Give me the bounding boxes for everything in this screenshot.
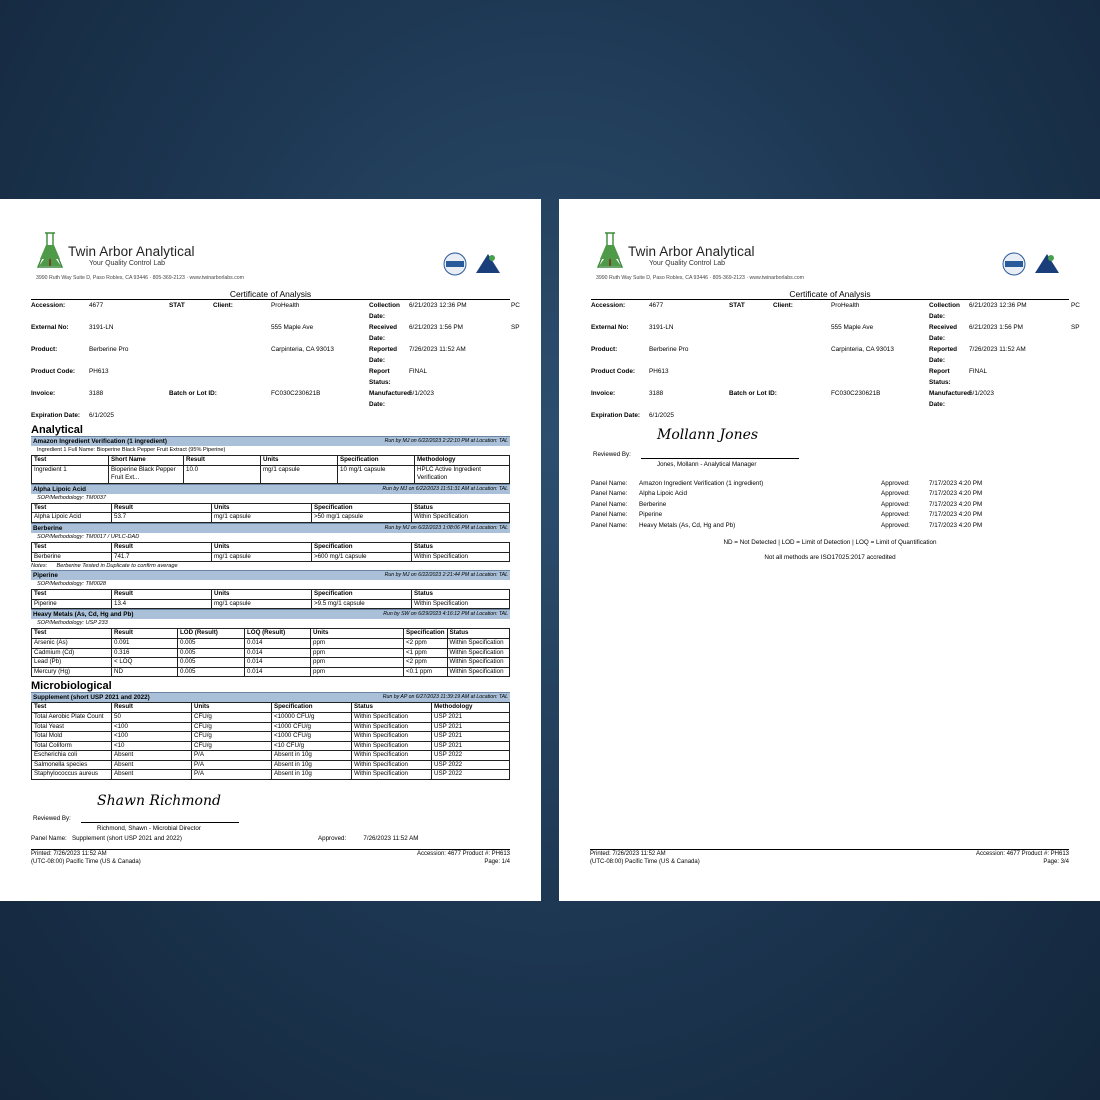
- approved-label: Approved:: [881, 500, 910, 508]
- cell: <100: [112, 732, 192, 742]
- cell: Within Specification: [412, 552, 510, 562]
- cell: 10 mg/1 capsule: [338, 465, 415, 483]
- manufactured-label: Manufactured Date:: [929, 390, 971, 408]
- piperine-sop: SOP/Methodology: TM0028: [37, 581, 107, 588]
- manufactured-label: Manufactured Date:: [369, 390, 411, 408]
- reviewed-label: Reviewed By:: [33, 815, 71, 822]
- accession-value: 4677: [89, 302, 104, 309]
- page-number: Page: 3/4: [1043, 859, 1069, 865]
- status-label: Report Status:: [929, 368, 951, 386]
- timezone: (UTC-08:00) Pacific Time (US & Canada): [31, 859, 141, 865]
- stat-label: STAT: [729, 302, 745, 309]
- piperine-run: Run by MJ on 6/22/2023 2:21:44 PM at Location: TAL: [384, 572, 508, 579]
- notes-text: Berberine Tested in Duplicate to confirm average: [56, 563, 178, 570]
- batch-label: Batch or Lot ID:: [169, 390, 217, 397]
- supplement-run: Run by AP on 6/27/2023 11:39:19 AM at Location: TAL: [382, 694, 508, 701]
- batch-value: FC030C230621B: [271, 390, 321, 397]
- approved-panels: [591, 479, 1069, 531]
- piperine-table: [31, 589, 510, 609]
- lab-name: Twin Arbor Analytical: [68, 244, 195, 259]
- th: Test: [32, 590, 112, 600]
- cell: <1000 CFU/g: [272, 732, 352, 742]
- lab-header: [31, 199, 510, 291]
- cell: Total Mold: [32, 732, 112, 742]
- batch-value: FC030C230621B: [831, 390, 881, 397]
- expiration-label: Expiration Date:: [591, 412, 641, 419]
- cell: Berberine: [32, 552, 112, 562]
- coa-page-1: [0, 199, 541, 901]
- cell: P/A: [192, 751, 272, 761]
- cell: Staphylococcus aureus: [32, 770, 112, 780]
- cell: 50: [112, 712, 192, 722]
- accreditation-note: Not all methods are ISO17025:2017 accredited: [764, 554, 896, 562]
- cell: Arsenic (As): [32, 638, 112, 648]
- th: Result: [112, 542, 212, 552]
- cell: Absent: [112, 760, 192, 770]
- ala-title: Alpha Lipoic Acid: [33, 485, 86, 493]
- cell: 0.014: [245, 667, 311, 677]
- collection-label: Collection Date:: [929, 302, 960, 320]
- lab-tagline: Your Quality Control Lab: [649, 260, 726, 267]
- th: Status: [447, 629, 509, 639]
- cell: mg/1 capsule: [212, 599, 312, 609]
- berberine-run: Run by MJ on 6/22/2023 1:08:06 PM at Location: TAL: [384, 524, 508, 531]
- cell: Cadmium (Cd): [32, 648, 112, 658]
- cell: <100: [112, 722, 192, 732]
- th: Units: [311, 629, 404, 639]
- cell: USP 2021: [432, 741, 510, 751]
- accreditation-seals-icon: [1001, 251, 1063, 277]
- accession-label: Accession:: [591, 302, 626, 309]
- p2-signature-block: [591, 421, 1069, 479]
- client-address-1: 555 Maple Ave: [271, 324, 314, 331]
- panel-name: Berberine: [639, 500, 667, 508]
- expiration-value: 6/1/2025: [89, 412, 114, 419]
- piperine-title: Piperine: [33, 572, 58, 580]
- panel-label: Panel Name:: [591, 511, 628, 519]
- th: Result: [112, 590, 212, 600]
- metals-table: [31, 628, 510, 677]
- cell: Within Specification: [352, 722, 432, 732]
- cell: mg/1 capsule: [212, 513, 312, 523]
- cell: Piperine: [32, 599, 112, 609]
- cell: Within Specification: [447, 658, 509, 668]
- client-label: Client:: [213, 302, 233, 309]
- cell: USP 2021: [432, 712, 510, 722]
- collection-label: Collection Date:: [369, 302, 400, 320]
- reviewer-name: Richmond, Shawn - Microbial Director: [97, 825, 201, 832]
- cell: Absent in 10g: [272, 751, 352, 761]
- cell: 0.014: [245, 658, 311, 668]
- th: Result: [112, 703, 192, 713]
- th: Result: [112, 503, 212, 513]
- amazon-run: Run by MJ on 6/22/2023 2:22:10 PM at Location: TAL: [384, 438, 508, 444]
- th: Short Name: [109, 456, 184, 466]
- analytical-heading: Analytical: [31, 424, 83, 436]
- report-header-grid: [591, 300, 1080, 421]
- berberine-table: [31, 542, 510, 562]
- invoice-label: Invoice:: [31, 390, 56, 397]
- signature-line: [641, 458, 799, 459]
- approved-value: 7/26/2023 11:52 AM: [363, 835, 419, 842]
- client-value: ProHealth: [831, 302, 860, 309]
- th: Units: [261, 456, 338, 466]
- cell: <1 ppm: [404, 648, 448, 658]
- status-value: FINAL: [969, 368, 988, 375]
- cell: <10000 CFU/g: [272, 712, 352, 722]
- th: Specification: [338, 456, 415, 466]
- cell: Within Specification: [352, 712, 432, 722]
- cell: mg/1 capsule: [212, 552, 312, 562]
- received-label: Received Date:: [369, 324, 398, 342]
- received-label: Received Date:: [929, 324, 958, 342]
- status-value: FINAL: [409, 368, 428, 375]
- printed: Printed: 7/26/2023 11:52 AM: [590, 851, 666, 857]
- received-code: SP: [1071, 324, 1080, 331]
- supplement-section-bar: [31, 692, 510, 702]
- panel-label: Panel Name:: [591, 480, 628, 487]
- supplement-table: [31, 702, 510, 780]
- th: Specification: [312, 590, 412, 600]
- notes-label: Notes:: [31, 563, 48, 570]
- approved-date: 7/17/2023 4:20 PM: [929, 521, 983, 529]
- approved-label: Approved:: [881, 521, 910, 529]
- coa-page-3: [559, 199, 1100, 901]
- th: Test: [32, 503, 112, 513]
- cell: 0.005: [178, 658, 245, 668]
- signature: Shawn Richmond: [97, 793, 221, 809]
- cell: CFU/g: [192, 741, 272, 751]
- amazon-full-name: Ingredient 1 Full Name: Bioperine Black Pepper Fruit Extract (95% Piperine): [37, 447, 226, 453]
- cell: Within Specification: [412, 513, 510, 523]
- th: Test: [32, 703, 112, 713]
- cell: 10.0: [184, 465, 261, 483]
- cell: Within Specification: [352, 732, 432, 742]
- microbiological-heading: Microbiological: [31, 680, 112, 693]
- invoice-value: 3188: [649, 390, 664, 397]
- cell: 0.005: [178, 648, 245, 658]
- page-number: Page: 1/4: [484, 859, 510, 865]
- th: Test: [32, 542, 112, 552]
- reported-value: 7/26/2023 11:52 AM: [969, 346, 1026, 353]
- panel-label: Panel Name:: [591, 521, 628, 529]
- reported-label: Reported Date:: [369, 346, 398, 364]
- th: LOD (Result): [178, 629, 245, 639]
- flask-tree-logo-icon: [595, 229, 625, 271]
- cell: Alpha Lipoic Acid: [32, 513, 112, 523]
- reported-value: 7/26/2023 11:52 AM: [409, 346, 466, 353]
- cell: Total Yeast: [32, 722, 112, 732]
- product-label: Product:: [31, 346, 58, 353]
- panel-name: Heavy Metals (As, Cd, Hg and Pb): [639, 521, 736, 529]
- th: Methodology: [432, 703, 510, 713]
- reviewed-label: Reviewed By:: [593, 451, 631, 458]
- cell: Salmonella species: [32, 760, 112, 770]
- cell: 0.014: [245, 648, 311, 658]
- approved-date: 7/17/2023 4:20 PM: [929, 511, 983, 519]
- metals-sop: SOP/Methodology: USP 233: [37, 620, 108, 627]
- cell: CFU/g: [192, 712, 272, 722]
- cell: 13.4: [112, 599, 212, 609]
- cell: >600 mg/1 capsule: [312, 552, 412, 562]
- external-value: 3191-LN: [649, 324, 674, 331]
- cell: <10: [112, 741, 192, 751]
- approved-date: 7/17/2023 4:20 PM: [929, 500, 983, 508]
- client-value: ProHealth: [271, 302, 300, 309]
- cell: Absent: [112, 751, 192, 761]
- cell: <1000 CFU/g: [272, 722, 352, 732]
- approved-date: 7/17/2023 4:20 PM: [929, 480, 983, 487]
- product-value: Berberine Pro: [89, 346, 129, 353]
- approved-label: Approved:: [881, 511, 910, 519]
- approved-label: Approved:: [318, 835, 347, 842]
- report-header-grid: [31, 300, 520, 421]
- cell: Total Coliform: [32, 741, 112, 751]
- expiration-label: Expiration Date:: [31, 412, 81, 419]
- lab-header: [591, 199, 1069, 291]
- cell: ppm: [311, 667, 404, 677]
- reported-label: Reported Date:: [929, 346, 958, 364]
- stat-label: STAT: [169, 302, 185, 309]
- ala-table: [31, 503, 510, 523]
- received-code: SP: [511, 324, 520, 331]
- cell: P/A: [192, 760, 272, 770]
- status-label: Report Status:: [369, 368, 391, 386]
- cell: USP 2022: [432, 751, 510, 761]
- piperine-section-bar: [31, 570, 510, 580]
- approved-label: Approved:: [881, 480, 910, 487]
- cell: Lead (Pb): [32, 658, 112, 668]
- panel-label: Panel Name:: [31, 835, 67, 842]
- cell: <0.1 ppm: [404, 667, 448, 677]
- expiration-value: 6/1/2025: [649, 412, 674, 419]
- p3-footer: [590, 849, 1069, 866]
- berberine-notes: [31, 562, 510, 570]
- invoice-value: 3188: [89, 390, 104, 397]
- panel-label: Panel Name:: [591, 500, 628, 508]
- product-value: Berberine Pro: [649, 346, 689, 353]
- client-address-1: 555 Maple Ave: [831, 324, 874, 331]
- panel-name: Piperine: [639, 511, 663, 519]
- lab-tagline: Your Quality Control Lab: [89, 260, 166, 267]
- batch-label: Batch or Lot ID:: [729, 390, 777, 397]
- cell: Total Aerobic Plate Count: [32, 712, 112, 722]
- amazon-title: Amazon Ingredient Verification (1 ingredient): [33, 438, 167, 445]
- approved-label: Approved:: [881, 490, 910, 498]
- cell: USP 2022: [432, 770, 510, 780]
- cell: Within Specification: [352, 741, 432, 751]
- cell: <2 ppm: [404, 658, 448, 668]
- abbreviation-legend: ND = Not Detected | LOD = Limit of Detection | LOQ = Limit of Quantification: [723, 539, 937, 547]
- code-value: PH613: [649, 368, 669, 375]
- cell: ppm: [311, 648, 404, 658]
- berberine-title: Berberine: [33, 524, 63, 532]
- metals-section-bar: [31, 609, 510, 619]
- amazon-section-bar: [31, 436, 510, 446]
- cell: USP 2021: [432, 732, 510, 742]
- manufactured-value: 6/1/2023: [409, 390, 434, 397]
- received-value: 6/21/2023 1:56 PM: [409, 324, 464, 331]
- cell: Within Specification: [412, 599, 510, 609]
- ala-run: Run by MJ on 6/22/2023 11:51:31 AM at Location: TAL: [382, 485, 508, 492]
- lab-address: 3990 Ruth Way Suite D, Paso Robles, CA 93446 · 805-369-2123 · www.twinarborlabs.com: [36, 275, 244, 281]
- th: Result: [184, 456, 261, 466]
- p1-signature-block: [31, 789, 331, 849]
- approved-date: 7/17/2023 4:20 PM: [929, 490, 983, 498]
- th: Units: [192, 703, 272, 713]
- th: Status: [412, 590, 510, 600]
- cell: HPLC Active Ingredient Verification: [415, 465, 510, 483]
- cell: Mercury (Hg): [32, 667, 112, 677]
- external-label: External No:: [591, 324, 629, 331]
- th: Result: [112, 629, 178, 639]
- th: Status: [352, 703, 432, 713]
- th: LOQ (Result): [245, 629, 311, 639]
- cell: >9.5 mg/1 capsule: [312, 599, 412, 609]
- cell: Within Specification: [352, 760, 432, 770]
- flask-tree-logo-icon: [35, 229, 65, 271]
- cell: Within Specification: [447, 648, 509, 658]
- panel-name: Alpha Lipoic Acid: [639, 490, 687, 498]
- metals-run: Run by SW on 6/29/2023 4:16:12 PM at Location: TAL: [383, 611, 508, 618]
- ala-section-bar: [31, 484, 510, 494]
- external-label: External No:: [31, 324, 69, 331]
- cell: P/A: [192, 770, 272, 780]
- timezone: (UTC-08:00) Pacific Time (US & Canada): [590, 859, 700, 865]
- accession-label: Accession:: [31, 302, 66, 309]
- cell: < LOQ: [112, 658, 178, 668]
- amazon-table: [31, 455, 510, 484]
- printed: Printed: 7/26/2023 11:52 AM: [31, 851, 107, 857]
- reviewer-name: Jones, Mollann - Analytical Manager: [657, 461, 757, 468]
- cell: Escherichia coli: [32, 751, 112, 761]
- cell: <2 ppm: [404, 638, 448, 648]
- th: Units: [212, 542, 312, 552]
- cell: >50 mg/1 capsule: [312, 513, 412, 523]
- cell: Bioperine Black Pepper Fruit Ext...: [109, 465, 184, 483]
- cell: Within Specification: [447, 667, 509, 677]
- th: Specification: [312, 503, 412, 513]
- cell: CFU/g: [192, 732, 272, 742]
- panel-name: Amazon Ingredient Verification (1 ingredient): [639, 480, 764, 487]
- th: Specification: [312, 542, 412, 552]
- panel-value: Supplement (short USP 2021 and 2022): [71, 835, 182, 842]
- cell: Ingredient 1: [32, 465, 109, 483]
- invoice-label: Invoice:: [591, 390, 616, 397]
- cell: ND: [112, 667, 178, 677]
- lab-name: Twin Arbor Analytical: [628, 244, 755, 259]
- cell: Within Specification: [352, 770, 432, 780]
- th: Status: [412, 542, 510, 552]
- cell: Absent: [112, 770, 192, 780]
- cell: Absent in 10g: [272, 760, 352, 770]
- cell: ppm: [311, 638, 404, 648]
- cell: CFU/g: [192, 722, 272, 732]
- footer-accession: Accession: 4677 Product #: PH613: [975, 851, 1069, 857]
- signature: Mollann Jones: [657, 427, 759, 443]
- cell: USP 2022: [432, 760, 510, 770]
- berberine-sop: SOP/Methodology: TM0017 / UPLC-DAD: [37, 533, 140, 540]
- cell: mg/1 capsule: [261, 465, 338, 483]
- collection-value: 6/21/2023 12:36 PM: [409, 302, 467, 309]
- th: Specification: [272, 703, 352, 713]
- metals-title: Heavy Metals (As, Cd, Hg and Pb): [33, 611, 134, 619]
- cell: 0.316: [112, 648, 178, 658]
- collection-value: 6/21/2023 12:36 PM: [969, 302, 1027, 309]
- signature-line: [81, 822, 239, 823]
- code-value: PH613: [89, 368, 109, 375]
- p1-approved: [318, 835, 418, 842]
- received-value: 6/21/2023 1:56 PM: [969, 324, 1024, 331]
- th: Units: [212, 503, 312, 513]
- certificate-title: Certificate of Analysis: [229, 289, 312, 299]
- panel-label: Panel Name:: [591, 490, 628, 498]
- cell: <10 CFU/g: [272, 741, 352, 751]
- cell: ppm: [311, 658, 404, 668]
- cell: 741.7: [112, 552, 212, 562]
- cell: 0.014: [245, 638, 311, 648]
- th: Status: [412, 503, 510, 513]
- product-label: Product:: [591, 346, 618, 353]
- footer-accession: Accession: 4677 Product #: PH613: [416, 851, 510, 857]
- cell: 53.7: [112, 513, 212, 523]
- collection-code: PC: [1071, 302, 1080, 309]
- client-label: Client:: [773, 302, 793, 309]
- cell: 0.005: [178, 638, 245, 648]
- th: Methodology: [415, 456, 510, 466]
- client-address-2: Carpinteria, CA 93013: [271, 346, 334, 353]
- code-label: Product Code:: [591, 368, 636, 375]
- cell: 0.005: [178, 667, 245, 677]
- th: Test: [32, 456, 109, 466]
- ala-sop: SOP/Methodology: TM0037: [37, 494, 107, 501]
- lab-address: 3990 Ruth Way Suite D, Paso Robles, CA 93446 · 805-369-2123 · www.twinarborlabs.com: [596, 275, 804, 281]
- accession-value: 4677: [649, 302, 664, 309]
- client-address-2: Carpinteria, CA 93013: [831, 346, 894, 353]
- cell: Within Specification: [352, 751, 432, 761]
- supplement-title: Supplement (short USP 2021 and 2022): [33, 694, 150, 702]
- p1-footer: [31, 849, 510, 866]
- th: Test: [32, 629, 112, 639]
- code-label: Product Code:: [31, 368, 76, 375]
- collection-code: PC: [511, 302, 520, 309]
- cell: Absent in 10g: [272, 770, 352, 780]
- cell: Within Specification: [447, 638, 509, 648]
- manufactured-value: 6/1/2023: [969, 390, 994, 397]
- berberine-section-bar: [31, 523, 510, 533]
- accreditation-seals-icon: [442, 251, 504, 277]
- cell: 0.091: [112, 638, 178, 648]
- cell: USP 2021: [432, 722, 510, 732]
- th: Specification: [404, 629, 448, 639]
- external-value: 3191-LN: [89, 324, 114, 331]
- th: Units: [212, 590, 312, 600]
- certificate-title: Certificate of Analysis: [789, 289, 871, 299]
